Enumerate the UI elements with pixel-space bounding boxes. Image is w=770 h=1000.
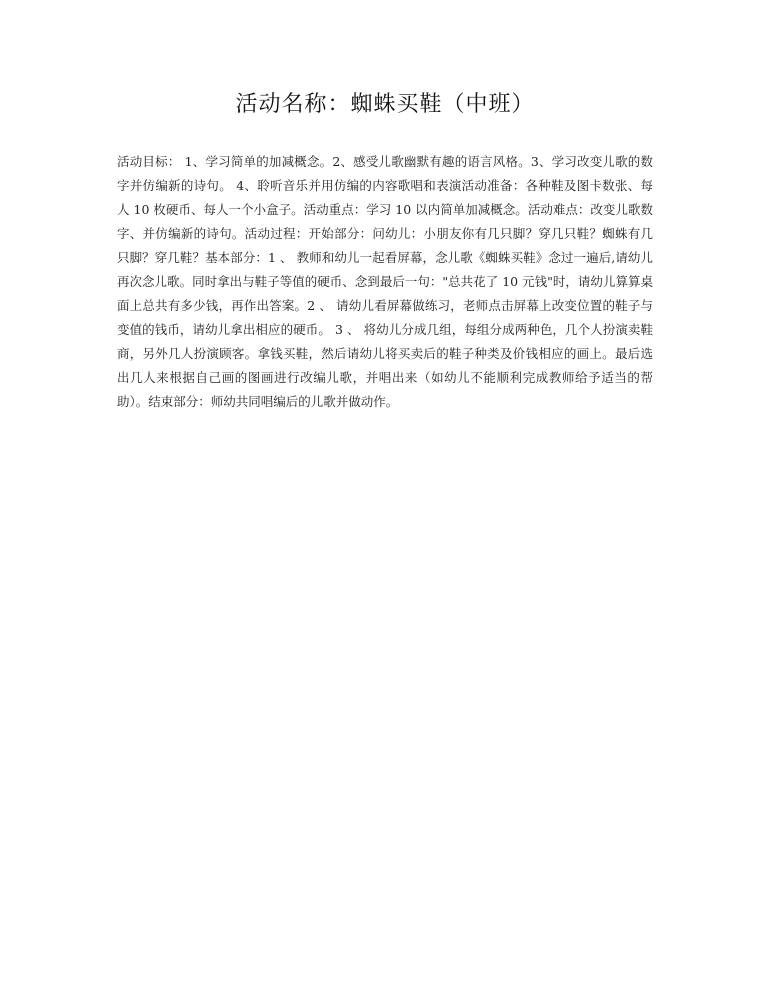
document-title: 活动名称：蜘蛛买鞋（中班） bbox=[235, 92, 535, 117]
document-body-paragraph: 活动目标： 1、学习简单的加减概念。2、感受儿歌幽默有趣的语言风格。3、学习改变儿歌的数字并仿编新的诗句。 4、聆听音乐并用仿编的内容歌唱和表演活动准备：各种鞋及图卡数张、每人 10 枚硬币、每人一个小盒子。活动重点：学习 10 以内简单加减概念。活动难点：改变儿歌数字、并仿编新的诗句。活动过程：开始部分：问幼儿：小朋友你有几只脚？穿几只鞋？蜘蛛有几只脚？穿几鞋？基本部分：1 、 教师和幼儿一起看屏幕，念儿歌《蜘蛛买鞋》念过一遍后,请幼儿再次念儿歌。同时拿出与鞋子等值的硬币、念到最后一句："总共花了 10 元钱"时，请幼儿算算桌面上总共有多少钱，再作出答案。2 、 请幼儿看屏幕做练习，老师点击屏幕上改变位置的鞋子与变值的钱币，请幼儿拿出相应的硬币。 3 、 将幼儿分成几组，每组分成两种色，几个人扮演卖鞋商，另外几人扮演顾客。拿钱买鞋，然后请幼儿将买卖后的鞋子种类及价钱相应的画上。最后选出几人来根据自己画的图画进行改编儿歌，并唱出来（如幼儿不能顺利完成教师给予适当的帮助）。结束部分：师幼共同唱编后的儿歌并做动作。 bbox=[117, 154, 653, 409]
